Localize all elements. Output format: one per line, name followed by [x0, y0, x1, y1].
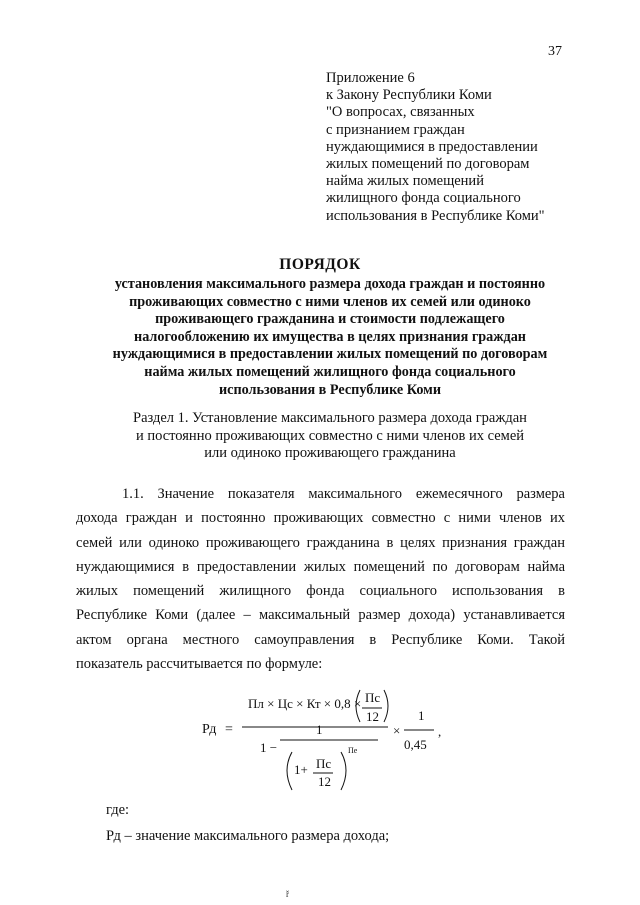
formula-numerator: Пл × Цс × Кт × 0,8 ×: [248, 696, 362, 711]
appendix-line: использования в Республике Коми": [326, 207, 545, 224]
paren-right-top: [384, 690, 388, 722]
subtitle-line: проживающего гражданина и стоимости подлежащего: [155, 311, 505, 328]
page-number: 37: [548, 44, 562, 59]
formula-twelve-bottom: 12: [318, 774, 331, 789]
subtitle-line: установления максимального размера дохода граждан и постоянно: [114, 276, 546, 292]
appendix-line: Приложение 6: [326, 70, 415, 86]
paren-right-bottom: [341, 752, 346, 790]
formula-exponent: Пе: [348, 746, 358, 755]
where-label: где:: [106, 802, 130, 818]
section-heading: [60, 410, 600, 463]
section-line: Раздел 1. Установление максимального размера дохода граждан: [133, 410, 527, 426]
paragraph-line: жилых помещений жилищного фонда социального использования в: [76, 583, 565, 600]
income-formula: [200, 686, 460, 796]
appendix-line: с признанием граждан: [326, 121, 465, 138]
formula-twelve-top: 12: [366, 709, 379, 724]
formula-comma: ,: [438, 724, 442, 739]
paragraph-line: семей или одиноко проживающего гражданина в целях признания граждан: [76, 534, 565, 551]
document-subtitle: [60, 276, 600, 399]
subtitle-line: налогообложению их имущества в целях признания граждан: [134, 328, 526, 345]
subtitle-line: нуждающимися в предоставлении жилых помещений по договорам: [112, 346, 548, 363]
subtitle-line: использования в Республике Коми: [218, 381, 442, 398]
subtitle-line: проживающих совместно с ними членов их семей или одиноко: [129, 293, 531, 310]
paragraph-line: дохода граждан и постоянно проживающих совместно с ними членов их: [76, 510, 565, 527]
definition-rd: Рд – значение максимального размера дохода;: [106, 828, 390, 844]
formula-minus: 1 −: [260, 740, 278, 755]
section-line: или одиноко проживающего гражданина: [204, 445, 456, 462]
paragraph-line: 1.1. Значение показателя максимального ежемесячного размера: [122, 486, 565, 502]
section-line: и постоянно проживающих совместно с ними членов их семей: [135, 427, 525, 444]
paragraph-line: Республике Коми (далее – максимальный размер дохода) устанавливается: [76, 607, 565, 624]
appendix-line: нуждающимися в предоставлении: [326, 138, 538, 155]
appendix-line: найма жилых помещений: [326, 173, 484, 190]
formula-one-mid: 1: [316, 722, 323, 737]
appendix-note: [326, 70, 626, 225]
document-title: ПОРЯДОК: [279, 256, 361, 273]
appendix-line: жилых помещений по договорам: [326, 156, 530, 173]
appendix-line: жилищного фонда социального: [326, 190, 521, 207]
formula-pc-top: Пс: [365, 690, 381, 705]
formula-pc-bottom: Пс: [316, 756, 332, 771]
paragraph-line: нуждающимися в предоставлении жилых помещений по договорам найма: [76, 558, 565, 575]
paragraph-line: показатель рассчитывается по формуле:: [76, 656, 323, 673]
formula-one-right: 1: [418, 708, 425, 723]
formula-times: ×: [393, 723, 401, 738]
formula-equals: =: [225, 722, 233, 737]
formula-lhs: Рд: [202, 722, 217, 737]
scan-speck: ř: [286, 889, 289, 899]
formula-one-plus: 1+: [294, 762, 308, 777]
subtitle-line: найма жилых помещений жилищного фонда социального: [144, 363, 516, 380]
formula-coef: 0,45: [404, 737, 427, 752]
paragraph-1-1: [76, 482, 565, 676]
appendix-line: "О вопросах, связанных: [326, 104, 475, 121]
paren-left-bottom: [287, 752, 292, 790]
paragraph-line: актом органа местного самоуправления в Республике Коми. Такой: [76, 631, 565, 648]
appendix-line: к Закону Республики Коми: [326, 87, 492, 104]
